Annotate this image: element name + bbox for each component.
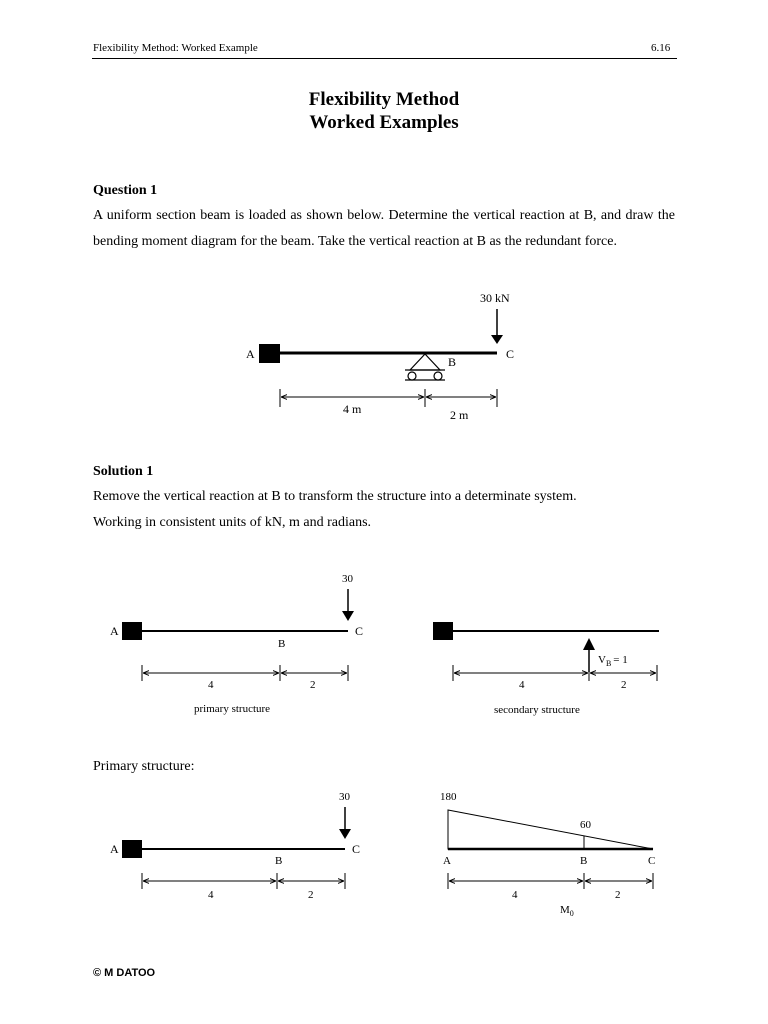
fig5-label-c: C — [648, 855, 656, 867]
fig4-span-bc: 2 — [308, 889, 314, 901]
solution-line-2: Working in consistent units of kN, m and radians. — [93, 515, 372, 530]
fig1-label-c: C — [506, 347, 515, 361]
figure-3-secondary-structure — [433, 622, 659, 716]
fig4-span-ab: 4 — [208, 889, 214, 901]
solution-heading: Solution 1 — [93, 464, 154, 479]
fig2-load-label: 30 — [342, 573, 353, 585]
fig5-m0-label — [560, 904, 574, 918]
figure-4-primary-beam — [110, 791, 360, 901]
fig1-fixed-support — [259, 344, 280, 363]
fig2-label-b: B — [278, 638, 286, 650]
fig3-vb-value: = 1 — [613, 654, 628, 666]
fig3-vb-label — [598, 654, 628, 668]
page-number: 6.16 — [651, 42, 671, 54]
fig5-moment-a: 180 — [440, 791, 457, 803]
fig2-span-bc: 2 — [310, 679, 316, 691]
fig4-load-label: 30 — [339, 791, 350, 803]
running-header-title: Flexibility Method: Worked Example — [93, 42, 258, 54]
fig3-vb-symbol: V — [598, 654, 606, 666]
fig3-unit-load-arrowhead — [583, 638, 595, 650]
figure-1-beam — [246, 291, 514, 422]
fig2-label-a: A — [110, 624, 119, 638]
fig1-load-arrowhead — [491, 335, 503, 344]
fig5-span-bc: 2 — [615, 889, 621, 901]
fig2-load-arrowhead — [342, 611, 354, 621]
fig5-span-ab: 4 — [512, 889, 518, 901]
fig4-label-b: B — [275, 855, 283, 867]
fig1-span-ab: 4 m — [343, 402, 362, 416]
fig5-dimension — [448, 873, 653, 889]
fig5-m-symbol: M — [560, 904, 570, 916]
figure-5-moment-diagram — [440, 791, 655, 918]
fig1-roller-support — [405, 354, 445, 380]
footer-copyright: © M DATOO — [93, 967, 156, 979]
fig2-span-ab: 4 — [208, 679, 214, 691]
fig1-dimension — [280, 389, 497, 407]
fig4-fixed-support — [122, 840, 142, 858]
fig5-moment-triangle — [448, 810, 653, 849]
figure-2-primary-structure — [110, 573, 363, 715]
fig3-vb-subscript: B — [605, 659, 612, 668]
fig2-fixed-support — [122, 622, 142, 640]
question-heading: Question 1 — [93, 183, 158, 198]
fig3-caption: secondary structure — [494, 704, 580, 716]
fig3-span-bc: 2 — [621, 679, 627, 691]
fig4-load-arrowhead — [339, 829, 351, 839]
fig5-label-a: A — [443, 855, 451, 867]
fig2-caption: primary structure — [194, 703, 271, 715]
fig4-dimension — [142, 873, 345, 889]
fig1-label-a: A — [246, 347, 255, 361]
fig3-fixed-support — [433, 622, 453, 640]
fig5-moment-b: 60 — [580, 819, 591, 831]
fig1-label-b: B — [448, 355, 457, 369]
fig3-span-ab: 4 — [519, 679, 525, 691]
title-line-1: Flexibility Method — [308, 89, 460, 110]
fig2-label-c: C — [355, 624, 364, 638]
primary-structure-heading: Primary structure: — [93, 759, 195, 774]
question-text: A uniform section beam is loaded as shown below. Determine the vertical reaction at B, and draw the bending moment diagram for the beam. Take the vertical reaction at B as the redundant force. — [93, 208, 675, 249]
fig4-label-c: C — [352, 842, 361, 856]
fig1-span-bc: 2 m — [450, 408, 469, 422]
fig4-label-a: A — [110, 842, 119, 856]
solution-line-1: Remove the vertical reaction at B to transform the structure into a determinate system. — [93, 489, 577, 504]
fig1-load-label: 30 kN — [480, 291, 510, 305]
fig5-label-b: B — [580, 855, 588, 867]
fig5-m-subscript: 0 — [569, 909, 574, 918]
fig2-dimension — [142, 665, 348, 681]
title-line-2: Worked Examples — [309, 112, 459, 133]
